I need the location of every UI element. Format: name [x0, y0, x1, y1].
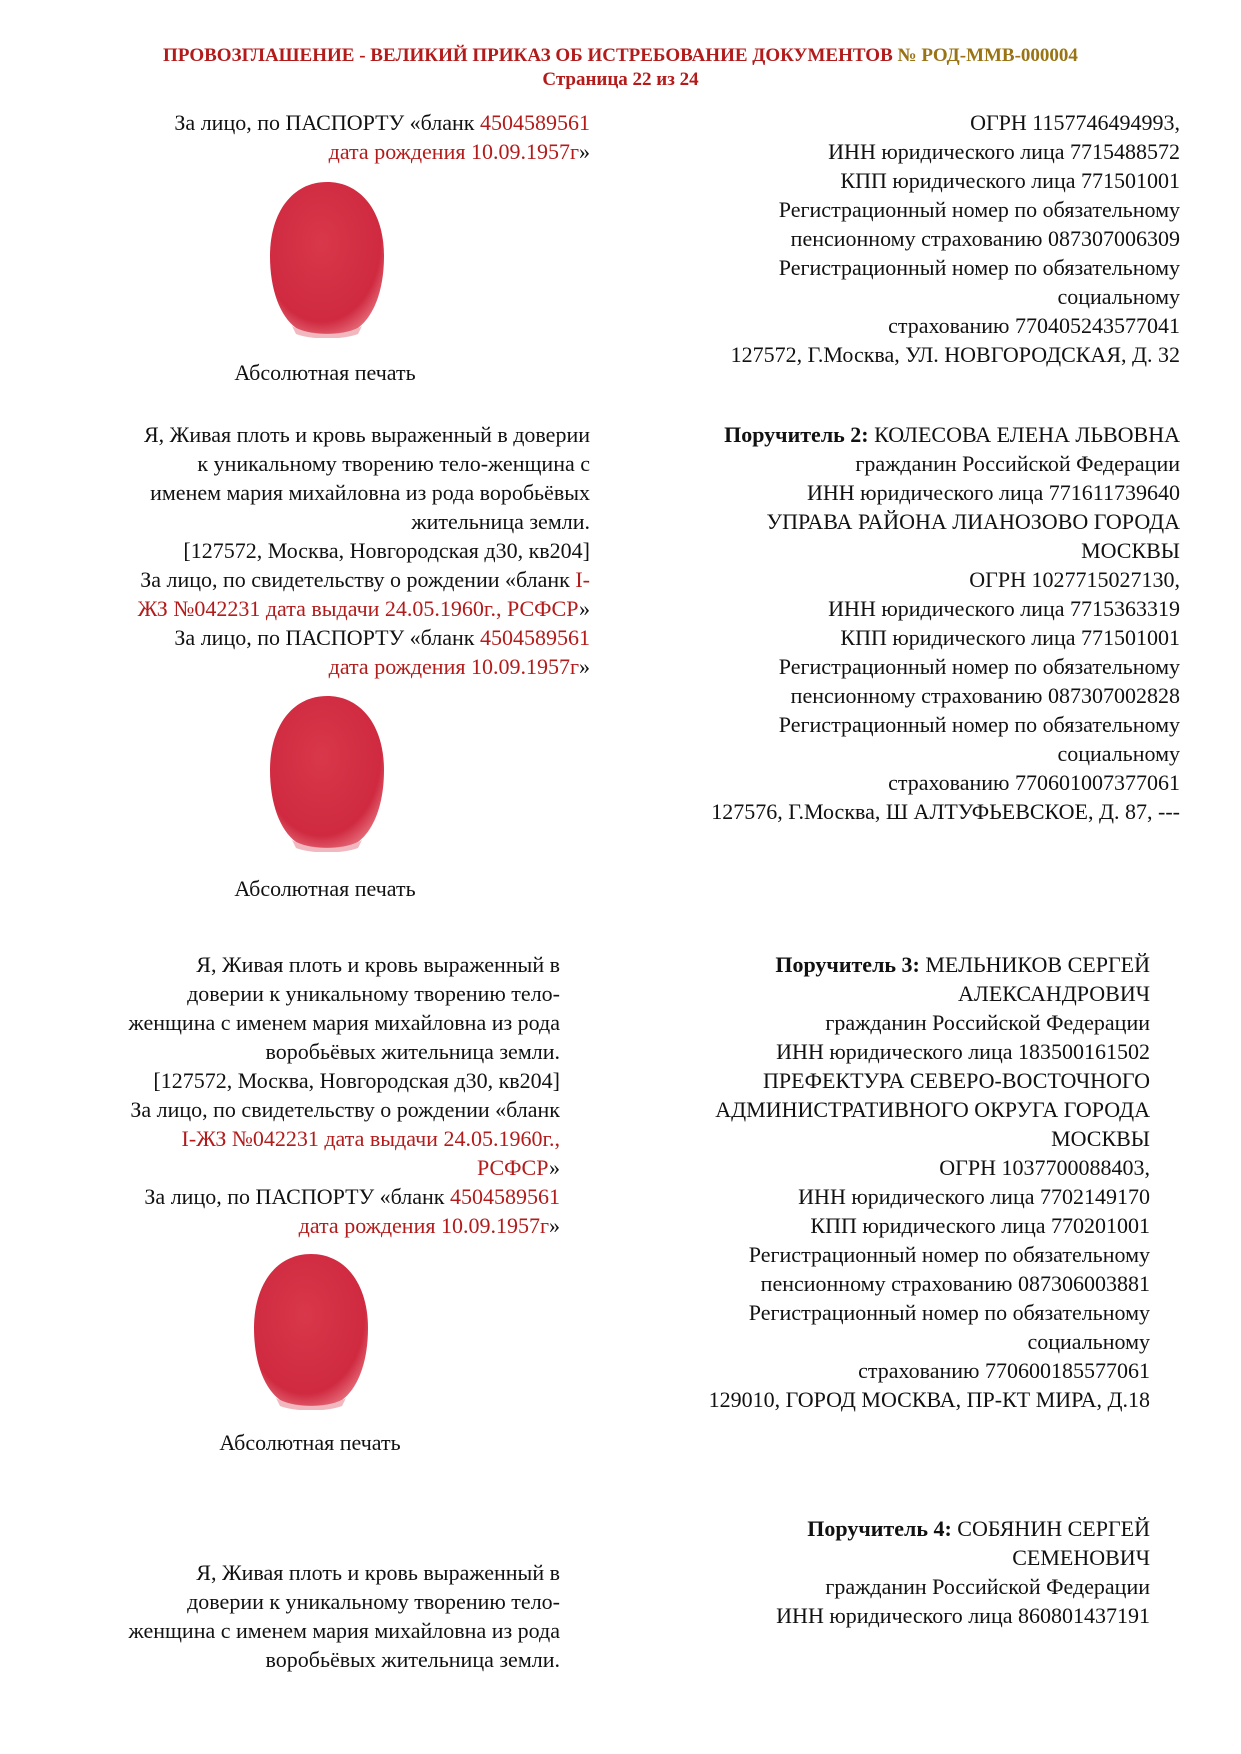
inn-line: ИНН юридического лица 7715488572 [828, 139, 1180, 164]
guarantor-label: Поручитель 2: [724, 422, 869, 447]
guarantor-name: МЕЛЬНИКОВ СЕРГЕЙ [925, 952, 1150, 977]
organization-line: АДМИНИСТРАТИВНОГО ОКРУГА ГОРОДА [715, 1097, 1150, 1122]
guarantor-name: КОЛЕСОВА ЕЛЕНА ЛЬВОВНА [874, 422, 1180, 447]
left-block-2 [60, 420, 590, 681]
passport-prefix: За лицо, по ПАСПОРТУ «бланк [174, 110, 475, 135]
left-block-3 [60, 950, 560, 1240]
birth-date: дата рождения 10.09.1957г [328, 139, 579, 164]
declaration-line: именем мария михайловна из рода воробьёвых [150, 480, 590, 505]
declaration-line: воробьёвых жительница земли. [265, 1647, 560, 1672]
address-line: 127572, Г.Москва, УЛ. НОВГОРОДСКАЯ, Д. 32 [730, 342, 1180, 367]
fingerprint-icon [262, 178, 392, 338]
left-block-1 [60, 108, 590, 166]
declaration-line: доверии к уникальному творению тело- [187, 981, 560, 1006]
passport-number: 4504589561 [480, 625, 590, 650]
social-label-2: социальному [1057, 741, 1180, 766]
social-number: страхованию 770600185577061 [858, 1358, 1150, 1383]
guarantor-2-line [600, 420, 1180, 449]
caption-3: Абсолютная печать [219, 1430, 401, 1455]
birth-date: дата рождения 10.09.1957г [298, 1213, 549, 1238]
declaration-line: Я, Живая плоть и кровь выраженный в [196, 952, 560, 977]
birth-cert-prefix: За лицо, по свидетельству о рождении «бланк [130, 1097, 560, 1122]
quote-close: » [549, 1213, 560, 1238]
pension-label: Регистрационный номер по обязательному [748, 1242, 1150, 1267]
declaration-line: Я, Живая плоть и кровь выраженный в доверии [144, 422, 590, 447]
birth-cert-series: I- [575, 567, 590, 592]
guarantor-name-2: АЛЕКСАНДРОВИЧ [958, 981, 1150, 1006]
social-label: Регистрационный номер по обязательному [778, 712, 1180, 737]
document-title: ПРОВОЗГЛАШЕНИЕ - ВЕЛИКИЙ ПРИКАЗ ОБ ИСТРЕБОВАНИЕ ДОКУМЕНТОВ [163, 45, 893, 66]
pension-number: пенсионному страхованию 087307006309 [790, 226, 1180, 251]
birth-date: дата рождения 10.09.1957г [328, 654, 579, 679]
declaration-line: жительница земли. [411, 509, 590, 534]
caption-2: Абсолютная печать [234, 876, 416, 901]
address-line: [127572, Москва, Новгородская д30, кв204] [153, 1068, 560, 1093]
social-label: Регистрационный номер по обязательному [748, 1300, 1150, 1325]
header-title-line [0, 44, 1241, 68]
birth-line [60, 652, 590, 681]
right-block-1 [600, 108, 1180, 369]
passport-number: 4504589561 [450, 1184, 560, 1209]
kpp-line: КПП юридического лица 771501001 [840, 168, 1180, 193]
quote-close: » [579, 139, 590, 164]
birth-cert-line [60, 565, 590, 594]
declaration-line: к уникальному творению тело-женщина с [197, 451, 590, 476]
address-line: 129010, ГОРОД МОСКВА, ПР-КТ МИРА, Д.18 [708, 1387, 1150, 1412]
caption-1: Абсолютная печать [234, 360, 416, 385]
pension-label: Регистрационный номер по обязательному [778, 197, 1180, 222]
birth-cert-number: I-ЖЗ №042231 дата выдачи 24.05.1960г., [181, 1126, 560, 1151]
inn-line: ИНН юридического лица 771611739640 [806, 480, 1180, 505]
left-block-4 [60, 1558, 560, 1674]
passport-prefix: За лицо, по ПАСПОРТУ «бланк [174, 625, 475, 650]
declaration-line: воробьёвых жительница земли. [265, 1039, 560, 1064]
inn-line: ИНН юридического лица 860801437191 [776, 1603, 1150, 1628]
guarantor-3-line [580, 950, 1150, 979]
birth-cert-line-3 [60, 1153, 560, 1182]
ogrn-line: ОГРН 1037700088403, [939, 1155, 1150, 1180]
fingerprint-icon [246, 1250, 376, 1410]
document-number: № РОД-ММВ-000004 [897, 45, 1078, 66]
pension-number: пенсионному страхованию 087306003881 [760, 1271, 1150, 1296]
quote-close: » [549, 1155, 560, 1180]
right-block-2 [600, 420, 1180, 826]
document-header [0, 44, 1241, 92]
organization-line: МОСКВЫ [1081, 538, 1180, 563]
citizenship-line: гражданин Российской Федерации [855, 451, 1180, 476]
fingerprint-2 [262, 692, 392, 852]
page-number: Страница 22 из 24 [542, 69, 699, 90]
birth-line [60, 1211, 560, 1240]
social-number: страхованию 770601007377061 [888, 770, 1180, 795]
pension-number: пенсионному страхованию 087307002828 [790, 683, 1180, 708]
social-number: страхованию 770405243577041 [888, 313, 1180, 338]
guarantor-label: Поручитель 4: [807, 1516, 952, 1541]
passport-line [60, 1182, 560, 1211]
social-label-2: социальному [1027, 1329, 1150, 1354]
passport-line [60, 623, 590, 652]
quote-close: » [579, 654, 590, 679]
organization-line: УПРАВА РАЙОНА ЛИАНОЗОВО ГОРОДА [766, 509, 1180, 534]
declaration-line: женщина с именем мария михайловна из рода [128, 1618, 560, 1643]
birth-cert-line-2 [60, 594, 590, 623]
declaration-line: женщина с именем мария михайловна из рода [128, 1010, 560, 1035]
fingerprint-3 [246, 1250, 376, 1410]
kpp-line: КПП юридического лица 770201001 [810, 1213, 1150, 1238]
inn-line: ИНН юридического лица 7702149170 [798, 1184, 1150, 1209]
ogrn-line: ОГРН 1157746494993, [970, 110, 1180, 135]
kpp-line: КПП юридического лица 771501001 [840, 625, 1180, 650]
passport-line [60, 108, 590, 137]
guarantor-4-line [580, 1514, 1150, 1543]
guarantor-label: Поручитель 3: [775, 952, 920, 977]
birth-line [60, 137, 590, 166]
declaration-line: Я, Живая плоть и кровь выраженный в [196, 1560, 560, 1585]
address-line: [127572, Москва, Новгородская д30, кв204] [183, 538, 590, 563]
pension-label: Регистрационный номер по обязательному [778, 654, 1180, 679]
quote-close: » [579, 596, 590, 621]
right-block-4 [580, 1514, 1150, 1630]
organization-line: МОСКВЫ [1051, 1126, 1150, 1151]
birth-cert-prefix: За лицо, по свидетельству о рождении «бланк [140, 567, 570, 592]
ogrn-line: ОГРН 1027715027130, [969, 567, 1180, 592]
address-line: 127576, Г.Москва, Ш АЛТУФЬЕВСКОЕ, Д. 87, --- [711, 799, 1180, 824]
social-label: Регистрационный номер по обязательному [778, 255, 1180, 280]
citizenship-line: гражданин Российской Федерации [825, 1010, 1150, 1035]
inn-line: ИНН юридического лица 183500161502 [776, 1039, 1150, 1064]
social-label-2: социальному [1057, 284, 1180, 309]
passport-prefix: За лицо, по ПАСПОРТУ «бланк [144, 1184, 445, 1209]
passport-number: 4504589561 [480, 110, 590, 135]
right-block-3 [580, 950, 1150, 1414]
fingerprint-icon [262, 692, 392, 852]
birth-cert-region: РСФСР [476, 1155, 549, 1180]
citizenship-line: гражданин Российской Федерации [825, 1574, 1150, 1599]
guarantor-name-2: СЕМЕНОВИЧ [1012, 1545, 1150, 1570]
organization-line: ПРЕФЕКТУРА СЕВЕРО-ВОСТОЧНОГО [763, 1068, 1150, 1093]
birth-cert-number: ЖЗ №042231 дата выдачи 24.05.1960г., РСФСР [137, 596, 579, 621]
inn-line: ИНН юридического лица 7715363319 [828, 596, 1180, 621]
declaration-line: доверии к уникальному творению тело- [187, 1589, 560, 1614]
guarantor-name: СОБЯНИН СЕРГЕЙ [957, 1516, 1150, 1541]
fingerprint-1 [262, 178, 392, 338]
